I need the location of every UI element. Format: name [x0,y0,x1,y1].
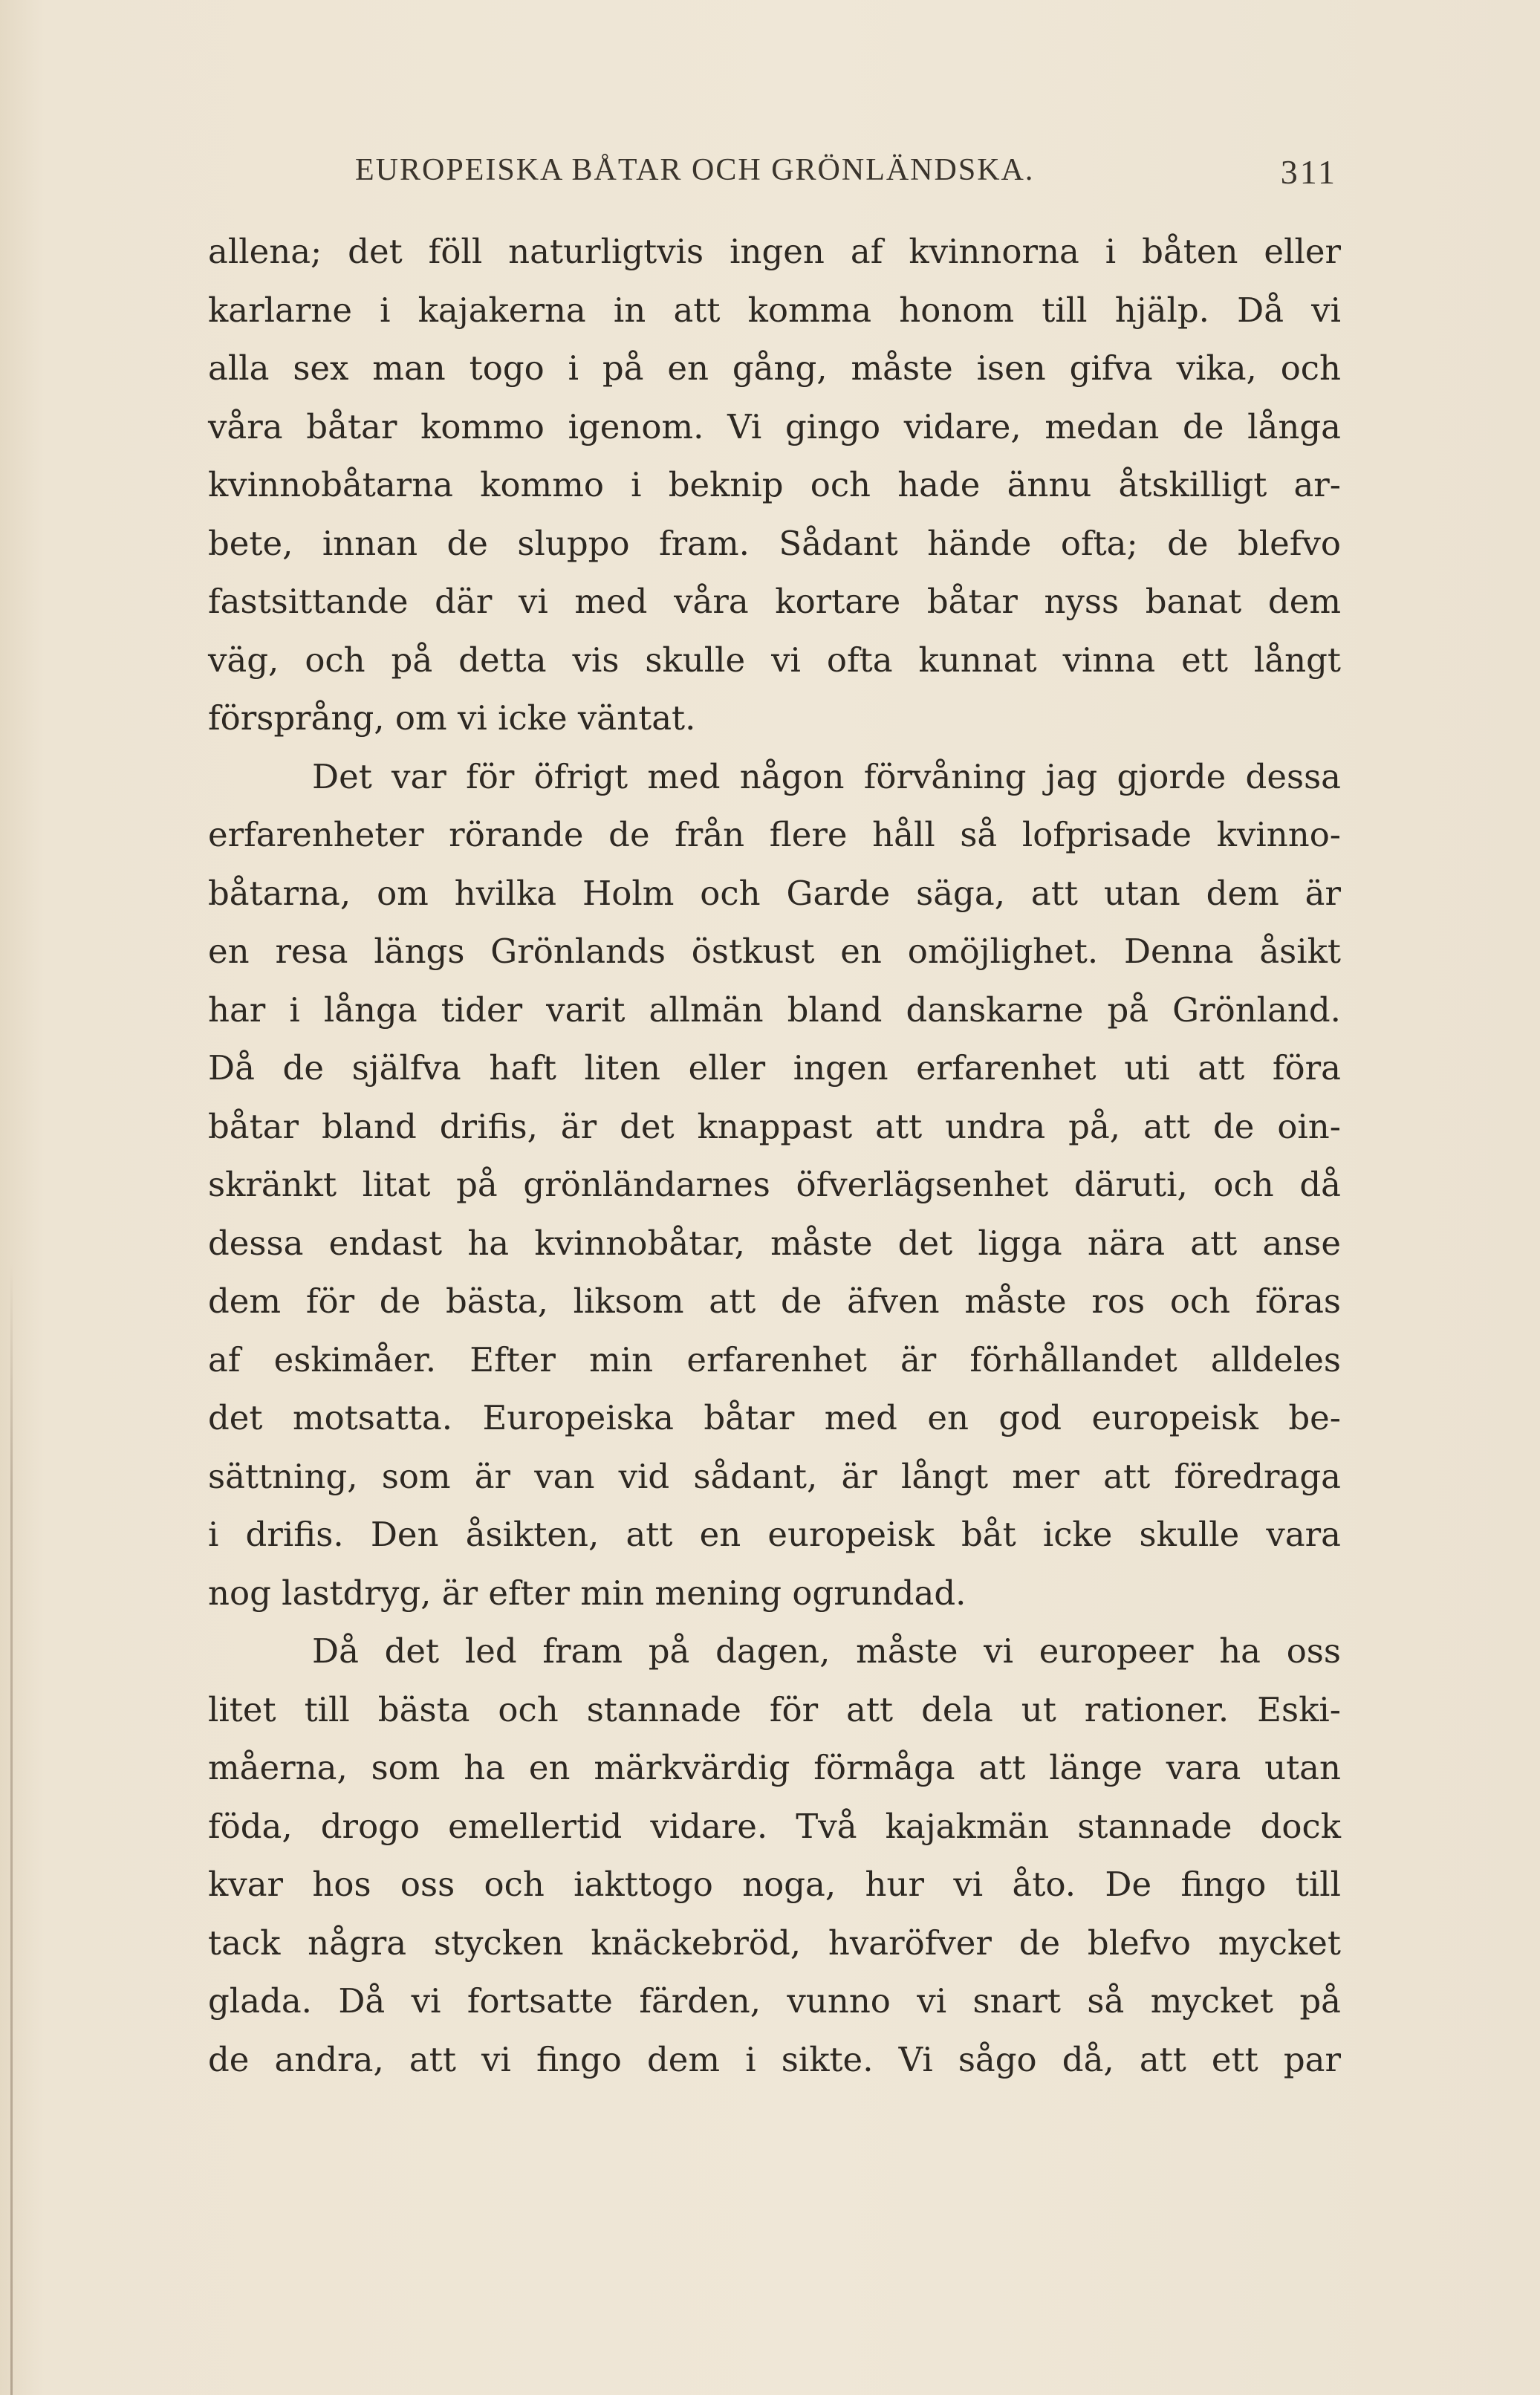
text-line: försprång, om vi icke väntat. [208,698,696,738]
text-line: föda, drogo emellertid vidare. Två kajakmän stannade dock [208,1806,1341,1846]
text-line: sättning, som är van vid sådant, är långt mer att föredraga [208,1456,1341,1496]
text-line: det motsatta. Europeiska båtar med en god europeisk be- [208,1398,1341,1437]
running-title: EUROPEISKA BÅTAR OCH GRÖNLÄNDSKA. [355,153,1035,187]
text-line: erfarenheter rörande de från flere håll så lofprisade kvinno- [208,815,1341,854]
text-line: alla sex man togo i på en gång, måste isen gifva vika, och [208,348,1341,388]
text-line: våra båtar kommo igenom. Vi gingo vidare, medan de långa [208,406,1341,446]
text-line: glada. Då vi fortsatte färden, vunno vi snart så mycket på [208,1981,1341,2021]
body-text [208,223,1341,2089]
page-number: 311 [1280,153,1337,191]
text-line: Då de själfva haft liten eller ingen erfarenhet uti att föra [208,1048,1341,1088]
text-line: litet till bästa och stannade för att dela ut rationer. Eski- [208,1689,1341,1729]
text-line: väg, och på detta vis skulle vi ofta kunnat vinna ett långt [208,640,1341,680]
paragraph-start-line: Det var för öfrigt med någon förvåning jag gjorde dessa [312,756,1341,796]
text-line: har i långa tider varit allmän bland danskarne på Grönland. [208,989,1341,1030]
paragraph-start-line: Då det led fram på dagen, måste vi europeer ha oss [312,1631,1341,1671]
text-line: allena; det föll naturligtvis ingen af kvinnorna i båten eller [208,232,1341,271]
text-line: kvar hos oss och iakttogo noga, hur vi åto. De fingo till [208,1865,1341,1904]
text-line: tack några stycken knäckebröd, hvaröfver de blefvo mycket [208,1923,1341,1963]
text-line: dessa endast ha kvinnobåtar, måste det ligga nära att anse [208,1223,1341,1263]
text-line: bete, innan de sluppo fram. Sådant hände ofta; de blefvo [208,523,1341,563]
text-line: dem för de bästa, liksom att de äfven måste ros och föras [208,1281,1341,1321]
text-line: skränkt litat på grönländarnes öfverlägsenhet däruti, och då [208,1165,1341,1204]
text-line: de andra, att vi fingo dem i sikte. Vi sågo då, att ett par [208,2039,1341,2079]
text-line: af eskimåer. Efter min erfarenhet är förhållandet alldeles [208,1339,1341,1380]
text-line: kvinnobåtarna kommo i beknip och hade ännu åtskilligt ar- [208,465,1341,504]
text-line: fastsittande där vi med våra kortare båtar nyss banat dem [208,582,1341,621]
text-line: nog lastdryg, är efter min mening ogrundad. [208,1573,966,1613]
text-line: en resa längs Grönlands östkust en omöjlighet. Denna åsikt [208,932,1341,971]
text-line: båtarna, om hvilka Holm och Garde säga, att utan dem är [208,873,1341,913]
text-line: karlarne i kajakerna in att komma honom till hjälp. Då vi [208,290,1341,330]
page-gutter-shadow [10,1263,13,2395]
text-line: måerna, som ha en märkvärdig förmåga att länge vara utan [208,1748,1341,1787]
text-line: båtar bland drifis, är det knappast att undra på, att de oin- [208,1106,1341,1146]
text-line: i drifis. Den åsikten, att en europeisk båt icke skulle vara [208,1515,1341,1554]
running-header [355,152,1358,197]
